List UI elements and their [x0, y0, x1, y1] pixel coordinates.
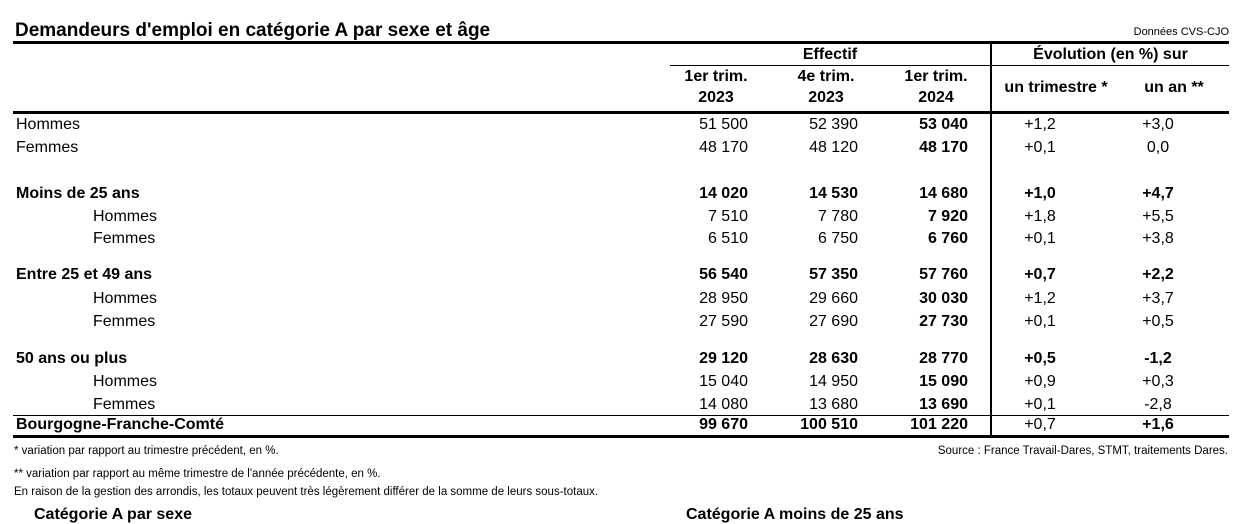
cell-q4-2023: 57 350 — [809, 266, 858, 283]
cell-evol-year: +3,7 — [1142, 290, 1174, 307]
cell-evol-quarter: +0,7 — [1024, 266, 1056, 283]
row-label: Entre 25 et 49 ans — [16, 266, 153, 283]
header-bottom-rule — [13, 111, 1229, 114]
cell-evol-quarter: +0,1 — [1024, 313, 1056, 330]
col3-line1: 1er trim. — [904, 68, 968, 85]
row-label: Femmes — [93, 230, 156, 247]
cell-evol-quarter: +0,7 — [1024, 416, 1056, 433]
cell-evol-year: +5,5 — [1142, 208, 1174, 225]
row-label: 50 ans ou plus — [16, 350, 128, 367]
col1-line1: 1er trim. — [684, 68, 748, 85]
cell-q4-2023: 13 680 — [809, 396, 858, 413]
total-top-rule — [13, 415, 1229, 416]
cell-q1-2023: 56 540 — [699, 266, 748, 283]
header-evolution: Évolution (en %) sur — [1033, 46, 1188, 63]
cell-q1-2023: 99 670 — [699, 416, 748, 433]
row-label: Femmes — [93, 396, 156, 413]
cell-q1-2023: 29 120 — [699, 350, 748, 367]
cell-q1-2024: 6 760 — [927, 230, 968, 247]
row-label: Hommes — [93, 208, 158, 225]
cell-evol-year: +2,2 — [1142, 266, 1174, 283]
cell-q1-2024: 13 690 — [919, 396, 968, 413]
cell-evol-year: -1,2 — [1144, 350, 1172, 367]
row-label: Femmes — [93, 313, 156, 330]
col2-line2: 2023 — [808, 89, 844, 106]
cell-evol-year: +0,5 — [1142, 313, 1174, 330]
header-effectif: Effectif — [802, 46, 858, 63]
cell-q1-2024: 28 770 — [919, 350, 968, 367]
cell-q1-2024: 53 040 — [919, 116, 968, 133]
cell-evol-quarter: +1,2 — [1024, 116, 1056, 133]
cell-q4-2023: 6 750 — [817, 230, 858, 247]
cell-q4-2023: 28 630 — [809, 350, 858, 367]
next-section-right-title: Catégorie A moins de 25 ans — [686, 506, 904, 523]
header-subrule — [670, 65, 1229, 66]
row-label: Hommes — [93, 373, 158, 390]
row-label: Bourgogne-Franche-Comté — [16, 416, 224, 433]
cell-q4-2023: 14 530 — [809, 185, 858, 202]
col2-line1: 4e trim. — [797, 68, 855, 85]
cell-q1-2024: 30 030 — [919, 290, 968, 307]
row-label: Femmes — [16, 139, 79, 156]
cell-q1-2024: 27 730 — [919, 313, 968, 330]
cell-evol-year: +3,8 — [1142, 230, 1174, 247]
cell-evol-year: -2,8 — [1144, 396, 1172, 413]
cell-q4-2023: 14 950 — [809, 373, 858, 390]
col2-year-label — [776, 68, 876, 107]
note-year: ** variation par rapport au même trimestre de l'année précédente, en %. — [14, 468, 381, 480]
cell-q1-2023: 14 020 — [699, 185, 748, 202]
cell-q1-2023: 7 510 — [707, 208, 748, 225]
col1-line2: 2023 — [698, 89, 734, 106]
cell-evol-year: +1,6 — [1142, 416, 1174, 433]
source-note: Source : France Travail-Dares, STMT, traitements Dares. — [937, 445, 1228, 457]
cell-q1-2023: 27 590 — [699, 313, 748, 330]
cell-q1-2023: 28 950 — [699, 290, 748, 307]
cell-q4-2023: 27 690 — [809, 313, 858, 330]
cell-evol-year: +0,3 — [1142, 373, 1174, 390]
cell-q4-2023: 7 780 — [817, 208, 858, 225]
col1-year-label — [666, 68, 766, 107]
data-type-note: Données CVS-CJO — [1133, 26, 1229, 38]
cell-evol-quarter: +1,8 — [1024, 208, 1056, 225]
cell-evol-year: +3,0 — [1142, 116, 1174, 133]
cell-evol-quarter: +0,1 — [1024, 139, 1056, 156]
row-label: Moins de 25 ans — [16, 185, 140, 202]
col5-header: un an ** — [1144, 79, 1204, 96]
title-bar — [13, 20, 1229, 40]
cell-q4-2023: 52 390 — [809, 116, 858, 133]
cell-q4-2023: 100 510 — [800, 416, 858, 433]
cell-q1-2024: 57 760 — [919, 266, 968, 283]
cell-evol-quarter: +0,1 — [1024, 396, 1056, 413]
note-rounding: En raison de la gestion des arrondis, les totaux peuvent très légèrement différer de la somme de leurs sous-totaux. — [14, 486, 599, 498]
next-section-left-title: Catégorie A par sexe — [34, 506, 192, 523]
cell-q1-2023: 51 500 — [699, 116, 748, 133]
col3-year-label — [886, 68, 986, 107]
cell-q1-2024: 15 090 — [919, 373, 968, 390]
cell-evol-quarter: +1,0 — [1024, 185, 1056, 202]
cell-q1-2023: 15 040 — [699, 373, 748, 390]
cell-q4-2023: 48 120 — [809, 139, 858, 156]
cell-evol-quarter: +0,1 — [1024, 230, 1056, 247]
row-label: Hommes — [16, 116, 81, 133]
top-rule — [13, 41, 1229, 44]
cell-evol-year: +4,7 — [1142, 185, 1174, 202]
cell-evol-quarter: +0,9 — [1024, 373, 1056, 390]
cell-q1-2024: 7 920 — [927, 208, 968, 225]
table-title: Demandeurs d'emploi en catégorie A par sexe et âge — [15, 20, 491, 41]
cell-q1-2023: 48 170 — [699, 139, 748, 156]
cell-evol-quarter: +1,2 — [1024, 290, 1056, 307]
cell-q4-2023: 29 660 — [809, 290, 858, 307]
cell-q1-2024: 14 680 — [919, 185, 968, 202]
cell-q1-2024: 48 170 — [919, 139, 968, 156]
col3-line2: 2024 — [918, 89, 954, 106]
bottom-rule — [13, 435, 1229, 438]
cell-evol-year: 0,0 — [1146, 139, 1170, 156]
note-quarter: * variation par rapport au trimestre précédent, en %. — [14, 445, 279, 457]
cell-q1-2023: 6 510 — [707, 230, 748, 247]
cell-q1-2024: 101 220 — [910, 416, 968, 433]
col4-header: un trimestre * — [1004, 79, 1108, 96]
cell-q1-2023: 14 080 — [699, 396, 748, 413]
row-label: Hommes — [93, 290, 158, 307]
cell-evol-quarter: +0,5 — [1024, 350, 1056, 367]
